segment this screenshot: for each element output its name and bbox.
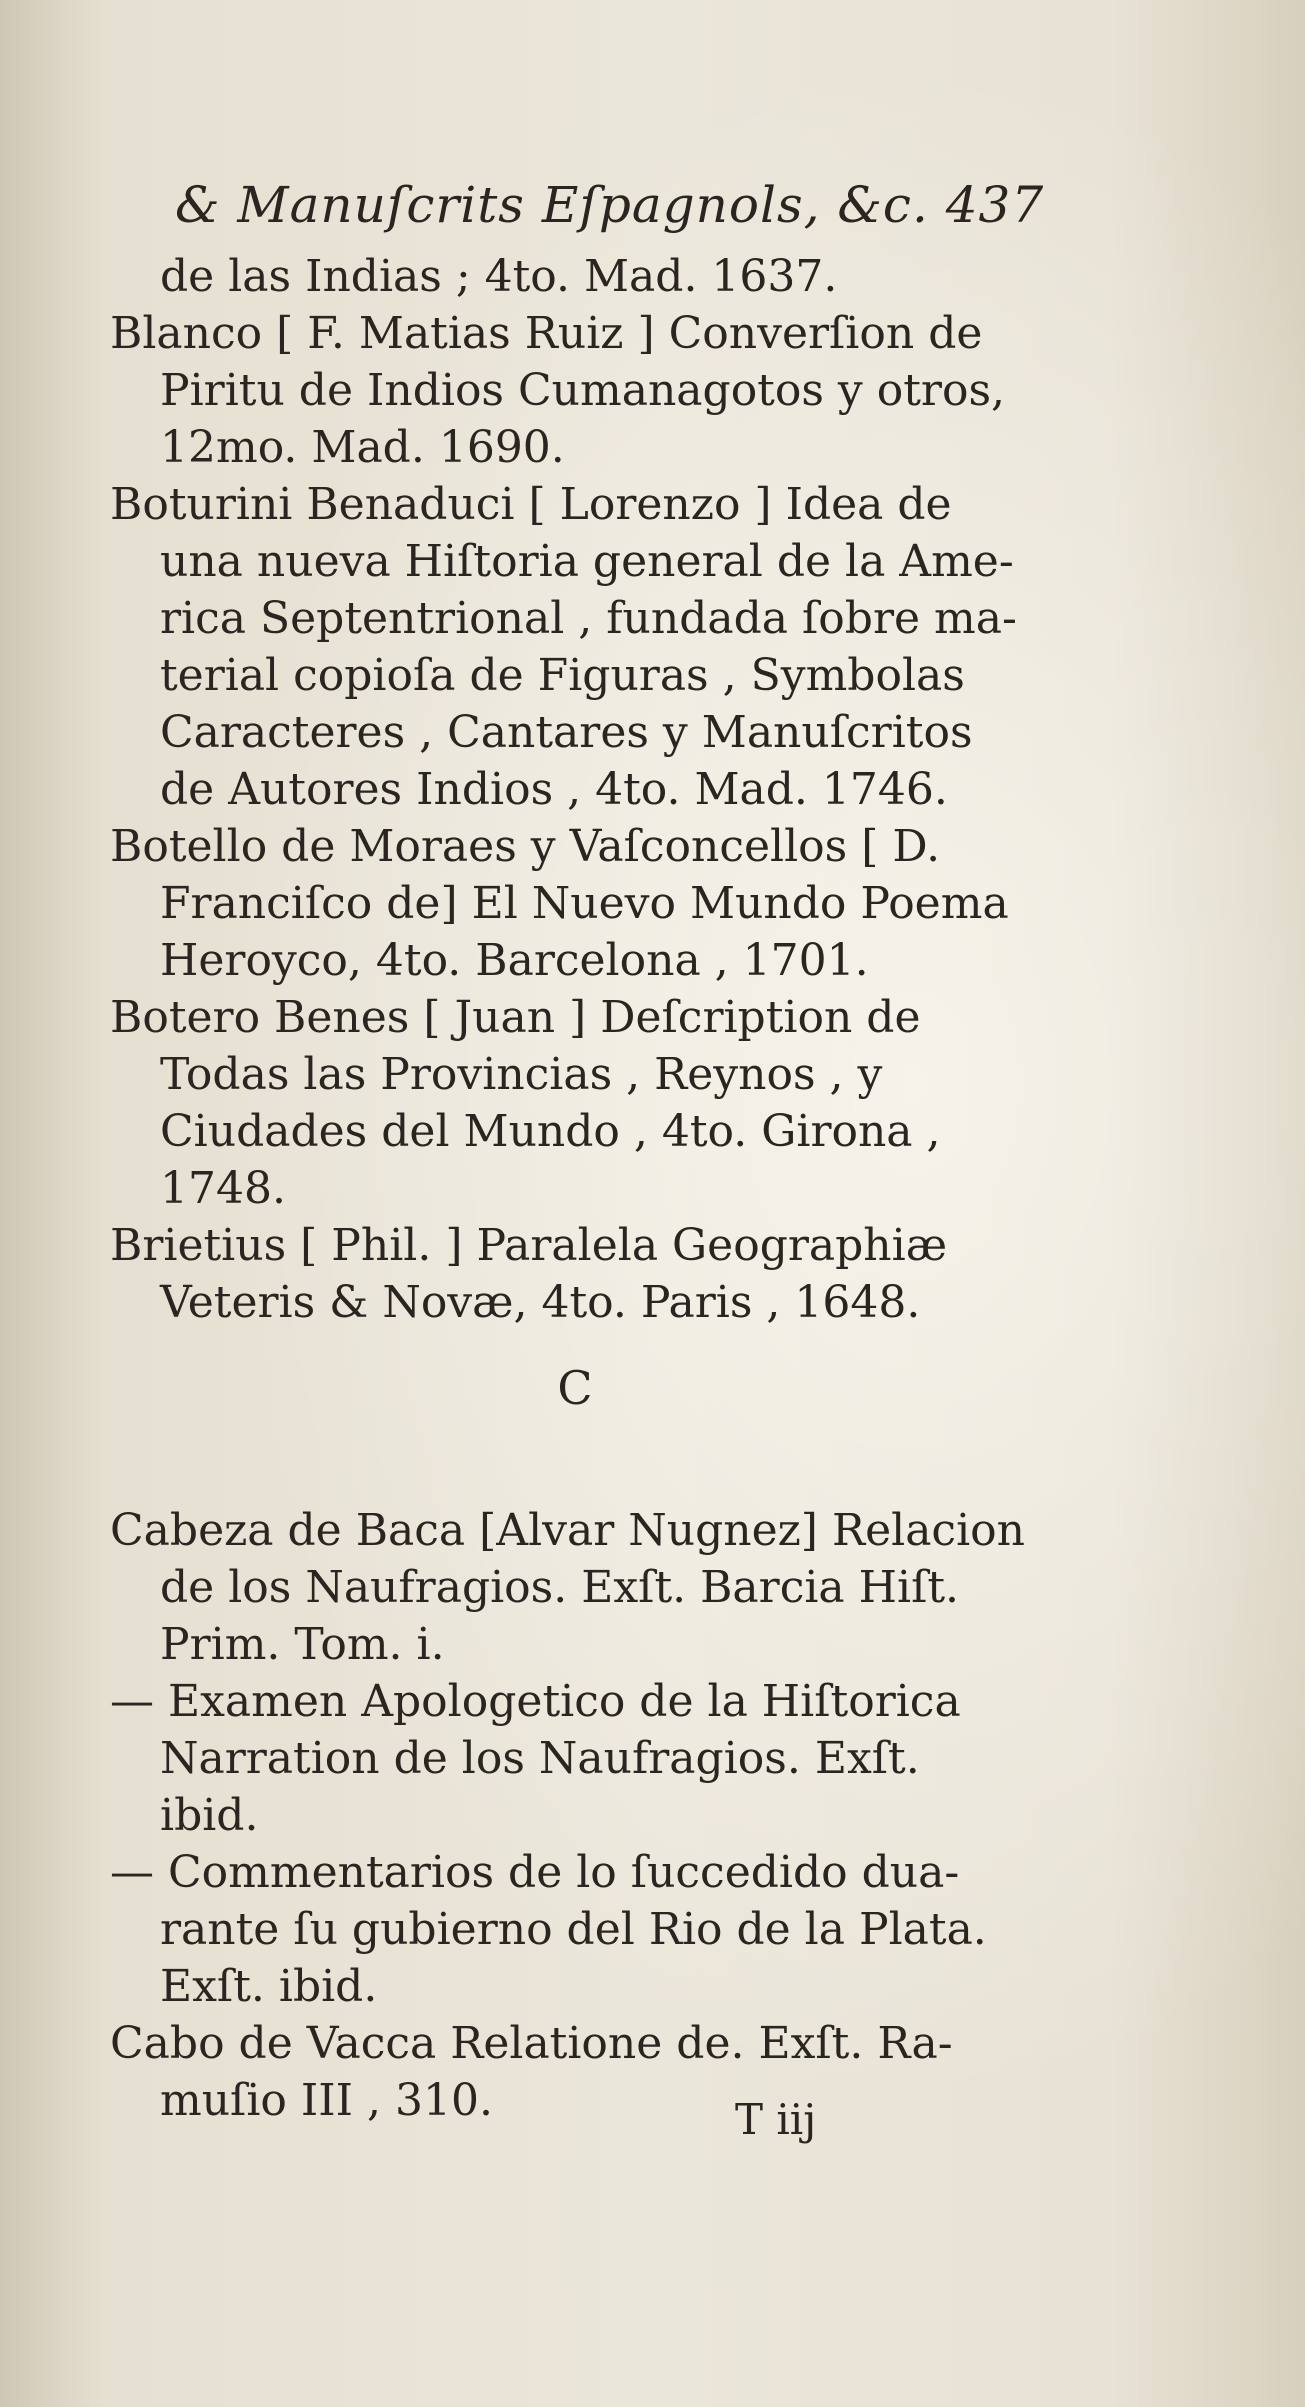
text-line: 12mo. Mad. 1690. (160, 422, 565, 473)
text-line: 1748. (160, 1163, 286, 1214)
section-letter: C (557, 1361, 593, 1415)
text-line: de Autores Indios , 4to. Mad. 1746. (160, 764, 948, 815)
text-line: Ciudades del Mundo , 4to. Girona , (160, 1106, 941, 1157)
text-line: Narration de los Naufragios. Exſt. (160, 1733, 920, 1784)
text-line: Cabo de Vacca Relatione de. Exſt. Ra- (110, 2018, 953, 2069)
text-line: Cabeza de Baca [Alvar Nugnez] Relacion (110, 1505, 1025, 1556)
text-line: Prim. Tom. i. (160, 1619, 445, 1670)
text-line: de los Naufragios. Exſt. Barcia Hiſt. (160, 1562, 960, 1613)
text-line: ibid. (160, 1790, 259, 1841)
text-line: Heroyco, 4to. Barcelona , 1701. (160, 935, 869, 986)
text-line: una nueva Hiſtoria general de la Ame- (160, 536, 1014, 587)
text-line: de las Indias ; 4to. Mad. 1637. (160, 251, 838, 302)
text-line: — Examen Apologetico de la Hiſtorica (110, 1676, 961, 1727)
running-header: & Manuſcrits Eſpagnols, &c. 437 (175, 176, 1045, 234)
text-line: rante ſu gubierno del Rio de la Plata. (160, 1904, 987, 1955)
signature-mark: T iij (735, 2095, 817, 2144)
text-line: Franciſco de] El Nuevo Mundo Poema (160, 878, 1009, 929)
text-line: Piritu de Indios Cumanagotos y otros, (160, 365, 1006, 416)
text-block (110, 248, 1040, 2129)
text-line: Todas las Provincias , Reynos , y (160, 1049, 883, 1100)
text-line: rica Septentrional , fundada ſobre ma- (160, 593, 1017, 644)
text-line: — Commentarios de lo ſuccedido dua- (110, 1847, 960, 1898)
text-line: Botello de Moraes y Vaſconcellos [ D. (110, 821, 941, 872)
text-line: Boturini Benaduci [ Lorenzo ] Idea de (110, 479, 952, 530)
text-line: Botero Benes [ Juan ] Deſcription de (110, 992, 921, 1043)
text-line: Blanco [ F. Matias Ruiz ] Converſion de (110, 308, 983, 359)
blank-line (110, 1445, 1040, 1502)
text-line: Brietius [ Phil. ] Paralela Geographiæ (110, 1220, 948, 1271)
text-line: Veteris & Novæ, 4to. Paris , 1648. (160, 1277, 921, 1328)
text-line: Caracteres , Cantares y Manuſcritos (160, 707, 973, 758)
text-line: Exſt. ibid. (160, 1961, 378, 2012)
text-line: muſio III , 310. (160, 2075, 493, 2126)
text-line: terial copioſa de Figuras , Symbolas (160, 650, 965, 701)
